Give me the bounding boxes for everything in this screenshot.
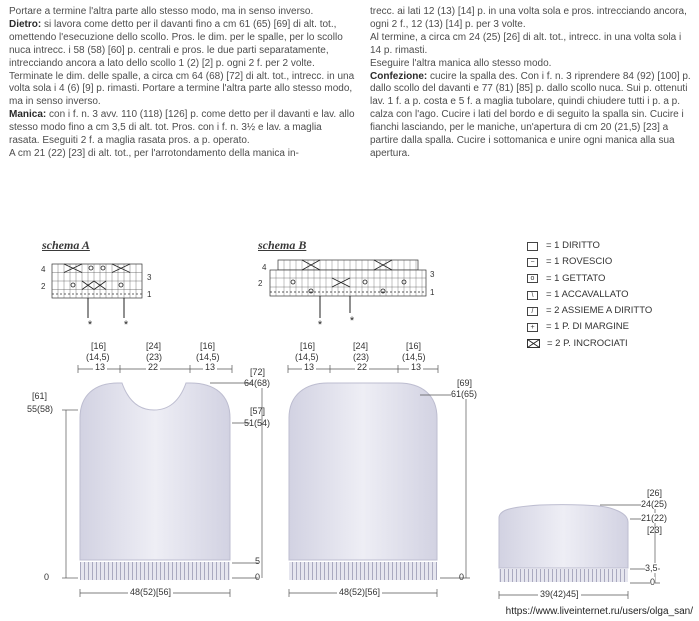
back-width-left-a: [16] bbox=[300, 341, 316, 351]
legend-label: = 1 DIRITTO bbox=[546, 240, 600, 251]
sleeve-rib-height: 3,5 bbox=[645, 563, 658, 573]
front-width-left-c: 13 bbox=[95, 362, 106, 372]
front-width-left-a: [16] bbox=[91, 341, 107, 351]
schema-a-row-3: 3 bbox=[147, 273, 152, 282]
back-right-height-a: [69] bbox=[457, 378, 473, 388]
front-width-right-c: 13 bbox=[205, 362, 216, 372]
back-width-right-b: (14,5) bbox=[402, 352, 426, 362]
front-bottom-width: 48(52)[56] bbox=[130, 587, 172, 597]
schema-a-row-1: 1 bbox=[147, 290, 152, 299]
legend-label: = 2 P. INCROCIATI bbox=[547, 337, 628, 349]
back-width-left-b: (14,5) bbox=[295, 352, 319, 362]
sleeve-height-b: 24(25) bbox=[641, 499, 668, 509]
svg-text:*: * bbox=[317, 319, 323, 331]
front-width-mid-c: 22 bbox=[148, 362, 159, 372]
back-width-right-a: [16] bbox=[406, 341, 422, 351]
paragraph: trecc. ai lati 12 (13) [14] p. in una volta sola e pros. intrecciando ancora, ogni 2 f., 12 (13) [14] p. per 3 volte. bbox=[370, 6, 687, 30]
back-width-mid-b: (23) bbox=[353, 352, 370, 362]
manica-body: con i f. n. 3 avv. 110 (118) [126] p. come detto per il davanti e lav. allo stesso modo fino a cm 3,5 di alt. tot. Pros. con i f. n. 3½ e lav. a maglia rasata. Eseguiti 2 f. a maglia rasata pros. a p. operato. bbox=[9, 109, 355, 147]
front-neck-height-a: [57] bbox=[250, 406, 266, 416]
sleeve-cap-start-b: [23] bbox=[647, 525, 663, 535]
back-width-mid-c: 22 bbox=[357, 362, 368, 372]
front-right-total-a: [72] bbox=[250, 367, 266, 377]
back-bottom-width: 48(52)[56] bbox=[339, 587, 381, 597]
back-right-height-b: 61(65) bbox=[451, 389, 478, 399]
front-width-right-b: (14,5) bbox=[196, 352, 220, 362]
svg-text:*: * bbox=[123, 319, 129, 331]
front-left-height-a: [61] bbox=[32, 391, 48, 401]
front-right-zero: 0 bbox=[255, 572, 261, 582]
legend-label: = 1 ACCAVALLATO bbox=[546, 288, 629, 300]
sleeve-bottom-width: 39(42)45] bbox=[540, 589, 579, 599]
front-width-right-a: [16] bbox=[200, 341, 216, 351]
front-left-zero: 0 bbox=[44, 572, 50, 582]
schema-a-title: schema A bbox=[42, 238, 90, 252]
schema-b-title: schema B bbox=[258, 238, 307, 252]
plus-square-icon: + bbox=[527, 323, 538, 332]
schema-a-row-4: 4 bbox=[41, 265, 46, 274]
heading-confezione: Confezione: bbox=[370, 70, 428, 82]
source-url: https://www.liveinternet.ru/users/olga_san/ bbox=[505, 606, 693, 617]
front-neck-height-b: 51(54) bbox=[244, 418, 271, 428]
front-width-left-b: (14,5) bbox=[86, 352, 110, 362]
schema-b-row-2: 2 bbox=[258, 279, 263, 288]
backslash-square-icon: \ bbox=[527, 291, 538, 300]
legend-label: = 2 ASSIEME A DIRITTO bbox=[546, 305, 653, 317]
legend-label: = 1 GETTATO bbox=[546, 272, 606, 284]
front-piece bbox=[80, 383, 230, 580]
sleeve-zero: 0 bbox=[650, 577, 656, 587]
front-width-mid-b: (23) bbox=[146, 352, 163, 362]
front-width-mid-a: [24] bbox=[146, 341, 162, 351]
back-width-mid-a: [24] bbox=[353, 341, 369, 351]
dash-square-icon: − bbox=[527, 258, 538, 267]
sleeve-height-a: [26] bbox=[647, 488, 663, 498]
schema-b-row-3: 3 bbox=[430, 270, 435, 279]
dietro-body: si lavora come detto per il davanti fino a cm 61 (65) [69] di alt. tot., omettendo l'esecuzione dello scollo. Pros. le dim. per le spalle, per lo scollo nuca intrecc. i 58 (58) [60] p. centrali e pros. le due parti separatamente, intrecciando ancora a lato dello scollo 1 (2) [2] p. ogni 2 f. per 2 volte. bbox=[9, 18, 343, 69]
heading-dietro: Dietro: bbox=[9, 18, 42, 30]
schema-b-row-1: 1 bbox=[430, 288, 435, 297]
confezione-body: cucire la spalla des. Con i f. n. 3 riprendere 84 (92) [100] p. dallo scollo del davanti e 77 (81) [85] p. dallo scollo nuca. Sui p. ottenuti lav. 1 f. a p. costa e 5 f. a maglia tubolare, quindi chiudere tutti i p. a p. calza con l'ago. Cucire i lati del bordo e di seguito la spalla sin. Cucire i fianchi lasciando, per le maniche, un'apertura di cm 20 (21,5) [23] a partire dalla spalla. Cucire i sottomanica e unire ogni manica alla sua apertura. bbox=[370, 70, 691, 159]
paragraph: Eseguire l'altra manica allo stesso modo. bbox=[370, 57, 552, 69]
paragraph: Portare a termine l'altra parte allo stesso modo, ma in senso inverso. bbox=[9, 6, 314, 17]
back-right-zero: 0 bbox=[459, 572, 465, 582]
circle-square-icon: o bbox=[527, 274, 538, 283]
back-width-right-c: 13 bbox=[411, 362, 422, 372]
legend-label: = 1 P. DI MARGINE bbox=[546, 321, 629, 333]
back-width-left-c: 13 bbox=[304, 362, 315, 372]
legend-label: = 1 ROVESCIO bbox=[546, 256, 613, 268]
schema-a-row-2: 2 bbox=[41, 282, 46, 291]
front-right-total-b: 64(68) bbox=[244, 378, 271, 388]
paragraph: A cm 21 (22) [23] di alt. tot., per l'arrotondamento della manica in- bbox=[9, 147, 299, 159]
sleeve-cap-start-a: 21(22) bbox=[641, 513, 668, 523]
paragraph: Al termine, a circa cm 24 (25) [26] di alt. tot., intrecc. in una volta sola i 14 p. rimasti. bbox=[370, 31, 682, 56]
schema-b-row-4: 4 bbox=[262, 263, 267, 272]
paragraph: Terminate le dim. delle spalle, a circa cm 64 (68) [72] di alt. tot., intrecc. in una volta sola i 4 (6) [9] p. rimasti. Portare a termine l'altra parte allo stesso modo, ma in senso inverso. bbox=[9, 70, 355, 108]
heading-manica: Manica: bbox=[9, 109, 47, 121]
sleeve-piece bbox=[499, 505, 628, 582]
front-left-height-b: 55(58) bbox=[27, 404, 54, 414]
svg-text:*: * bbox=[349, 315, 355, 327]
front-rib-height: 5 bbox=[255, 556, 261, 566]
back-piece bbox=[289, 383, 437, 580]
slash-square-icon: / bbox=[527, 307, 538, 316]
svg-text:*: * bbox=[87, 319, 93, 331]
